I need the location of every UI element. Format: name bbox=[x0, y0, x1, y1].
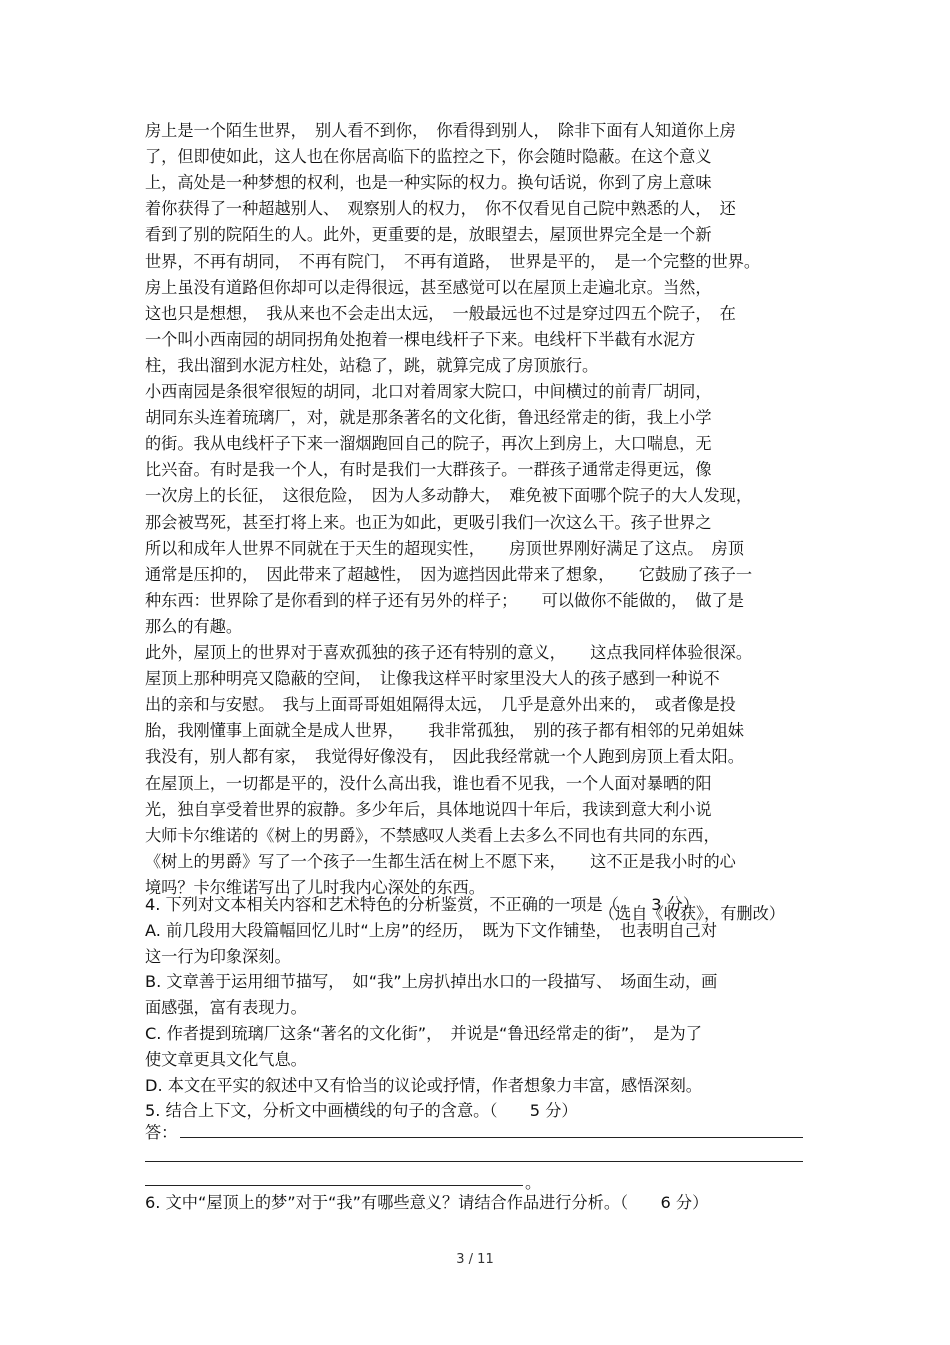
body-line: 一个叫小西南园的胡同拐角处抱着一棵电线杆子下来。电线杆下半截有水泥方 bbox=[145, 329, 696, 349]
question-line: 5. 结合上下文，分析文中画横线的句子的含意。（ 5 分） bbox=[145, 1101, 578, 1121]
body-line: 着你获得了一种超越别人、 观察别人的权力， 你不仅看见自己院中熟悉的人， 还 bbox=[145, 199, 736, 219]
body-line: 柱，我出溜到水泥方柱处，站稳了，跳，就算完成了房顶旅行。 bbox=[145, 355, 599, 375]
question-line: B. 文章善于运用细节描写， 如“我”上房扒掉出水口的一段描写、 场面生动，画 bbox=[145, 972, 718, 992]
source-citation: （选自《收获》，有删改） bbox=[598, 904, 785, 923]
body-line: 世界，不再有胡同， 不再有院门， 不再有道路， 世界是平的， 是一个完整的世界。 bbox=[145, 251, 761, 271]
answer-line-1[interactable] bbox=[180, 1137, 803, 1138]
page-number: 3 / 11 bbox=[456, 1252, 494, 1267]
body-line: 了，但即使如此，这人也在你居高临下的监控之下，你会随时隐蔽。在这个意义 bbox=[145, 147, 712, 167]
answer-end-mark: 。 bbox=[525, 1173, 542, 1192]
answer-line-2[interactable] bbox=[145, 1161, 803, 1162]
body-line: 那会被骂死，甚至打将上来。也正为如此，更吸引我们一次这么干。孩子世界之 bbox=[145, 512, 712, 532]
body-line: 大师卡尔维诺的《树上的男爵》，不禁感叹人类看上去多么不同也有共同的东西， bbox=[145, 825, 720, 845]
body-line: 屋顶上那种明亮又隐蔽的空间， 让像我这样平时家里没大人的孩子感到一种说不 bbox=[145, 669, 720, 689]
body-line: 看到了别的院陌生的人。此外，更重要的是，放眼望去，屋顶世界完全是一个新 bbox=[145, 225, 712, 245]
body-line: 房上是一个陌生世界， 别人看不到你， 你看得到别人， 除非下面有人知道你上房 bbox=[145, 121, 736, 140]
body-line: 那么的有趣。 bbox=[145, 616, 243, 636]
question-line: 使文章更具文化气息。 bbox=[145, 1049, 307, 1069]
body-line: 《树上的男爵》写了一个孩子一生都生活在树上不愿下来， 这不正是我小时的心 bbox=[145, 851, 736, 871]
body-line: 一次房上的长征， 这很危险， 因为人多动静大， 难免被下面哪个院子的大人发现， bbox=[145, 486, 753, 506]
body-line: 我没有，别人都有家， 我觉得好像没有， 因此我经常就一个人跑到房顶上看太阳。 bbox=[145, 747, 744, 767]
body-line: 此外，屋顶上的世界对于喜欢孤独的孩子还有特别的意义， 这点我同样体验很深。 bbox=[145, 643, 753, 662]
body-line: 胎，我刚懂事上面就全是成人世界， 我非常孤独， 别的孩子都有相邻的兄弟姐妹 bbox=[145, 721, 744, 741]
question-line: 4. 下列对文本相关内容和艺术特色的分析鉴赏，不正确的一项是（ 3 分） bbox=[145, 895, 700, 914]
body-line: 在屋顶上，一切都是平的，没什么高出我，谁也看不见我，一个人面对暴晒的阳 bbox=[145, 773, 712, 793]
question-line: 面感强，富有表现力。 bbox=[145, 998, 307, 1018]
question-line: 这一行为印象深刻。 bbox=[145, 946, 291, 966]
body-line: 比兴奋。有时是我一个人，有时是我们一大群孩子。一群孩子通常走得更远，像 bbox=[145, 460, 712, 480]
body-line: 出的亲和与安慰。 我与上面哥哥姐姐隔得太远， 几乎是意外出来的， 或者像是投 bbox=[145, 695, 736, 715]
body-line: 这也只是想想， 我从来也不会走出太远， 一般最远也不过是穿过四五个院子， 在 bbox=[145, 303, 736, 323]
body-line: 胡同东头连着琉璃厂，对，就是那条著名的文化街，鲁迅经常走的街，我上小学 bbox=[145, 408, 712, 428]
body-line: 上，高处是一种梦想的权利，也是一种实际的权力。换句话说，你到了房上意味 bbox=[145, 173, 712, 193]
answer-line-3[interactable] bbox=[145, 1185, 523, 1186]
body-line: 境吗？卡尔维诺写出了儿时我内心深处的东西。 bbox=[145, 877, 485, 897]
answer-label: 答： bbox=[145, 1123, 178, 1142]
question-line: C. 作者提到琉璃厂这条“著名的文化街”， 并说是“鲁迅经常走的街”， 是为了 bbox=[145, 1024, 702, 1043]
body-line: 种东西：世界除了是你看到的样子还有另外的样子； 可以做你不能做的， 做了是 bbox=[145, 590, 744, 610]
question-line: D. 本文在平实的叙述中又有恰当的议论或抒情，作者想象力丰富，感悟深刻。 bbox=[145, 1075, 702, 1095]
question-6: 6. 文中“屋顶上的梦”对于“我”有哪些意义？请结合作品进行分析。（ 6 分） bbox=[145, 1193, 709, 1212]
body-line: 所以和成年人世界不同就在于天生的超现实性， 房顶世界刚好满足了这点。 房顶 bbox=[145, 538, 744, 558]
body-line: 通常是压抑的， 因此带来了超越性， 因为遮挡因此带来了想象， 它鼓励了孩子一 bbox=[145, 564, 753, 584]
body-line: 的街。我从电线杆子下来一溜烟跑回自己的院子，再次上到房上，大口喘息，无 bbox=[145, 434, 712, 454]
body-line: 房上虽没有道路但你却可以走得很远，甚至感觉可以在屋顶上走遍北京。当然， bbox=[145, 277, 712, 297]
body-line: 光，独自享受着世界的寂静。多少年后，具体地说四十年后，我读到意大利小说 bbox=[145, 799, 712, 819]
body-line: 小西南园是条很窄很短的胡同，北口对着周家大院口，中间横过的前青厂胡同， bbox=[145, 382, 712, 401]
question-line: A. 前几段用大段篇幅回忆儿时“上房”的经历， 既为下文作铺垫， 也表明自己对 bbox=[145, 920, 718, 940]
